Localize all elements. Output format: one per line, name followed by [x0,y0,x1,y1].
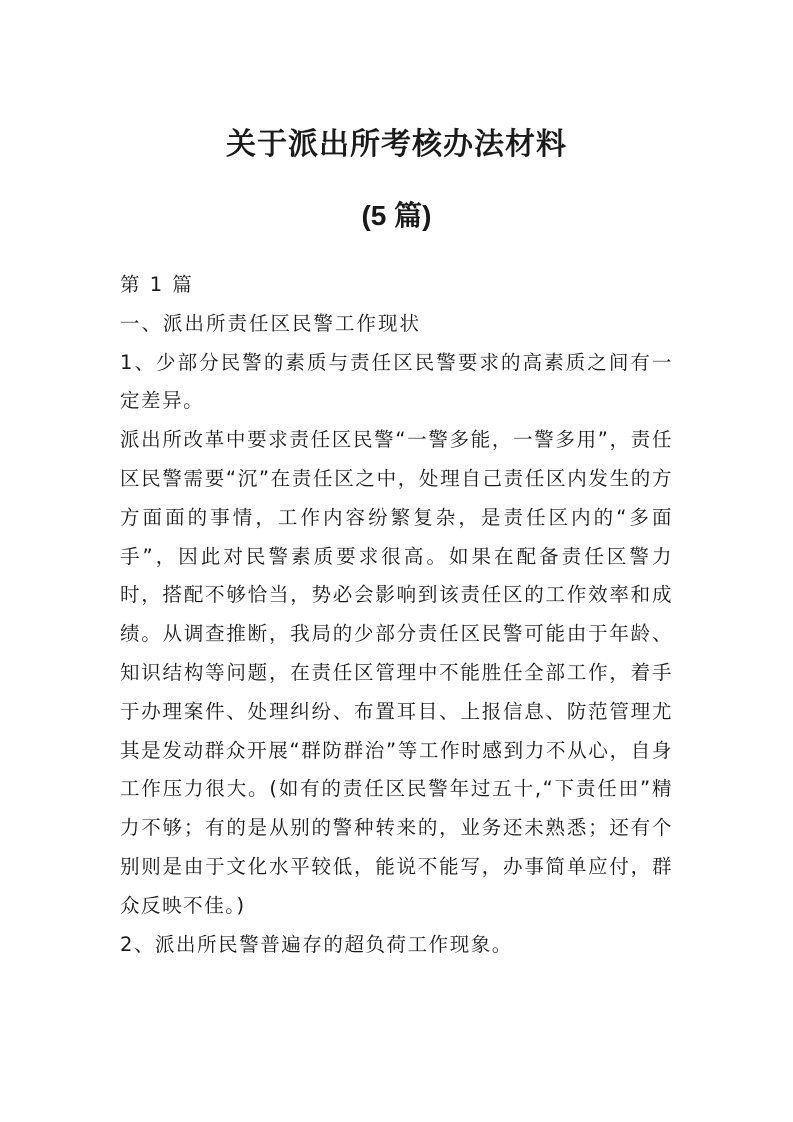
document-subtitle: (5 篇) [361,200,432,231]
document-title: 关于派出所考核办法材料 [226,127,567,162]
paragraph: 派出所改革中要求责任区民警“一警多能，一警多用”，责任区民警需要“沉”在责任区之中，处理自己责任区内发生的方方面面的事情，工作内容纷繁复杂，是责任区内的“多面手”，因此对民警素质要求很高。如果在配备责任区警力时，搭配不够恰当，势必会影响到该责任区的工作效率和成绩。从调查推断，我局的少部分责任区民警可能由于年龄、知识结构等问题，在责任区管理中不能胜任全部工作，着手于办理案件、处理纠纷、布置耳目、上报信息、防范管理尤其是发动群众开展“群防群治”等工作时感到力不从心，自身工作压力很大。(如有的责任区民警年过五十,“下责任田”精力不够；有的是从别的警种转来的，业务还未熟悉；还有个别则是由于文化水平较低，能说不能写，办事简单应付，群众反映不佳。) [120,428,673,917]
section-label: 第 1 篇 [120,273,194,296]
document-body [120,266,673,964]
paragraph: 2、派出所民警普遍存的超负荷工作现象。 [120,932,513,956]
section-heading: 一、派出所责任区民警工作现状 [120,311,422,335]
paragraph: 1、少部分民警的素质与责任区民警要求的高素质之间有一定差异。 [120,350,673,413]
